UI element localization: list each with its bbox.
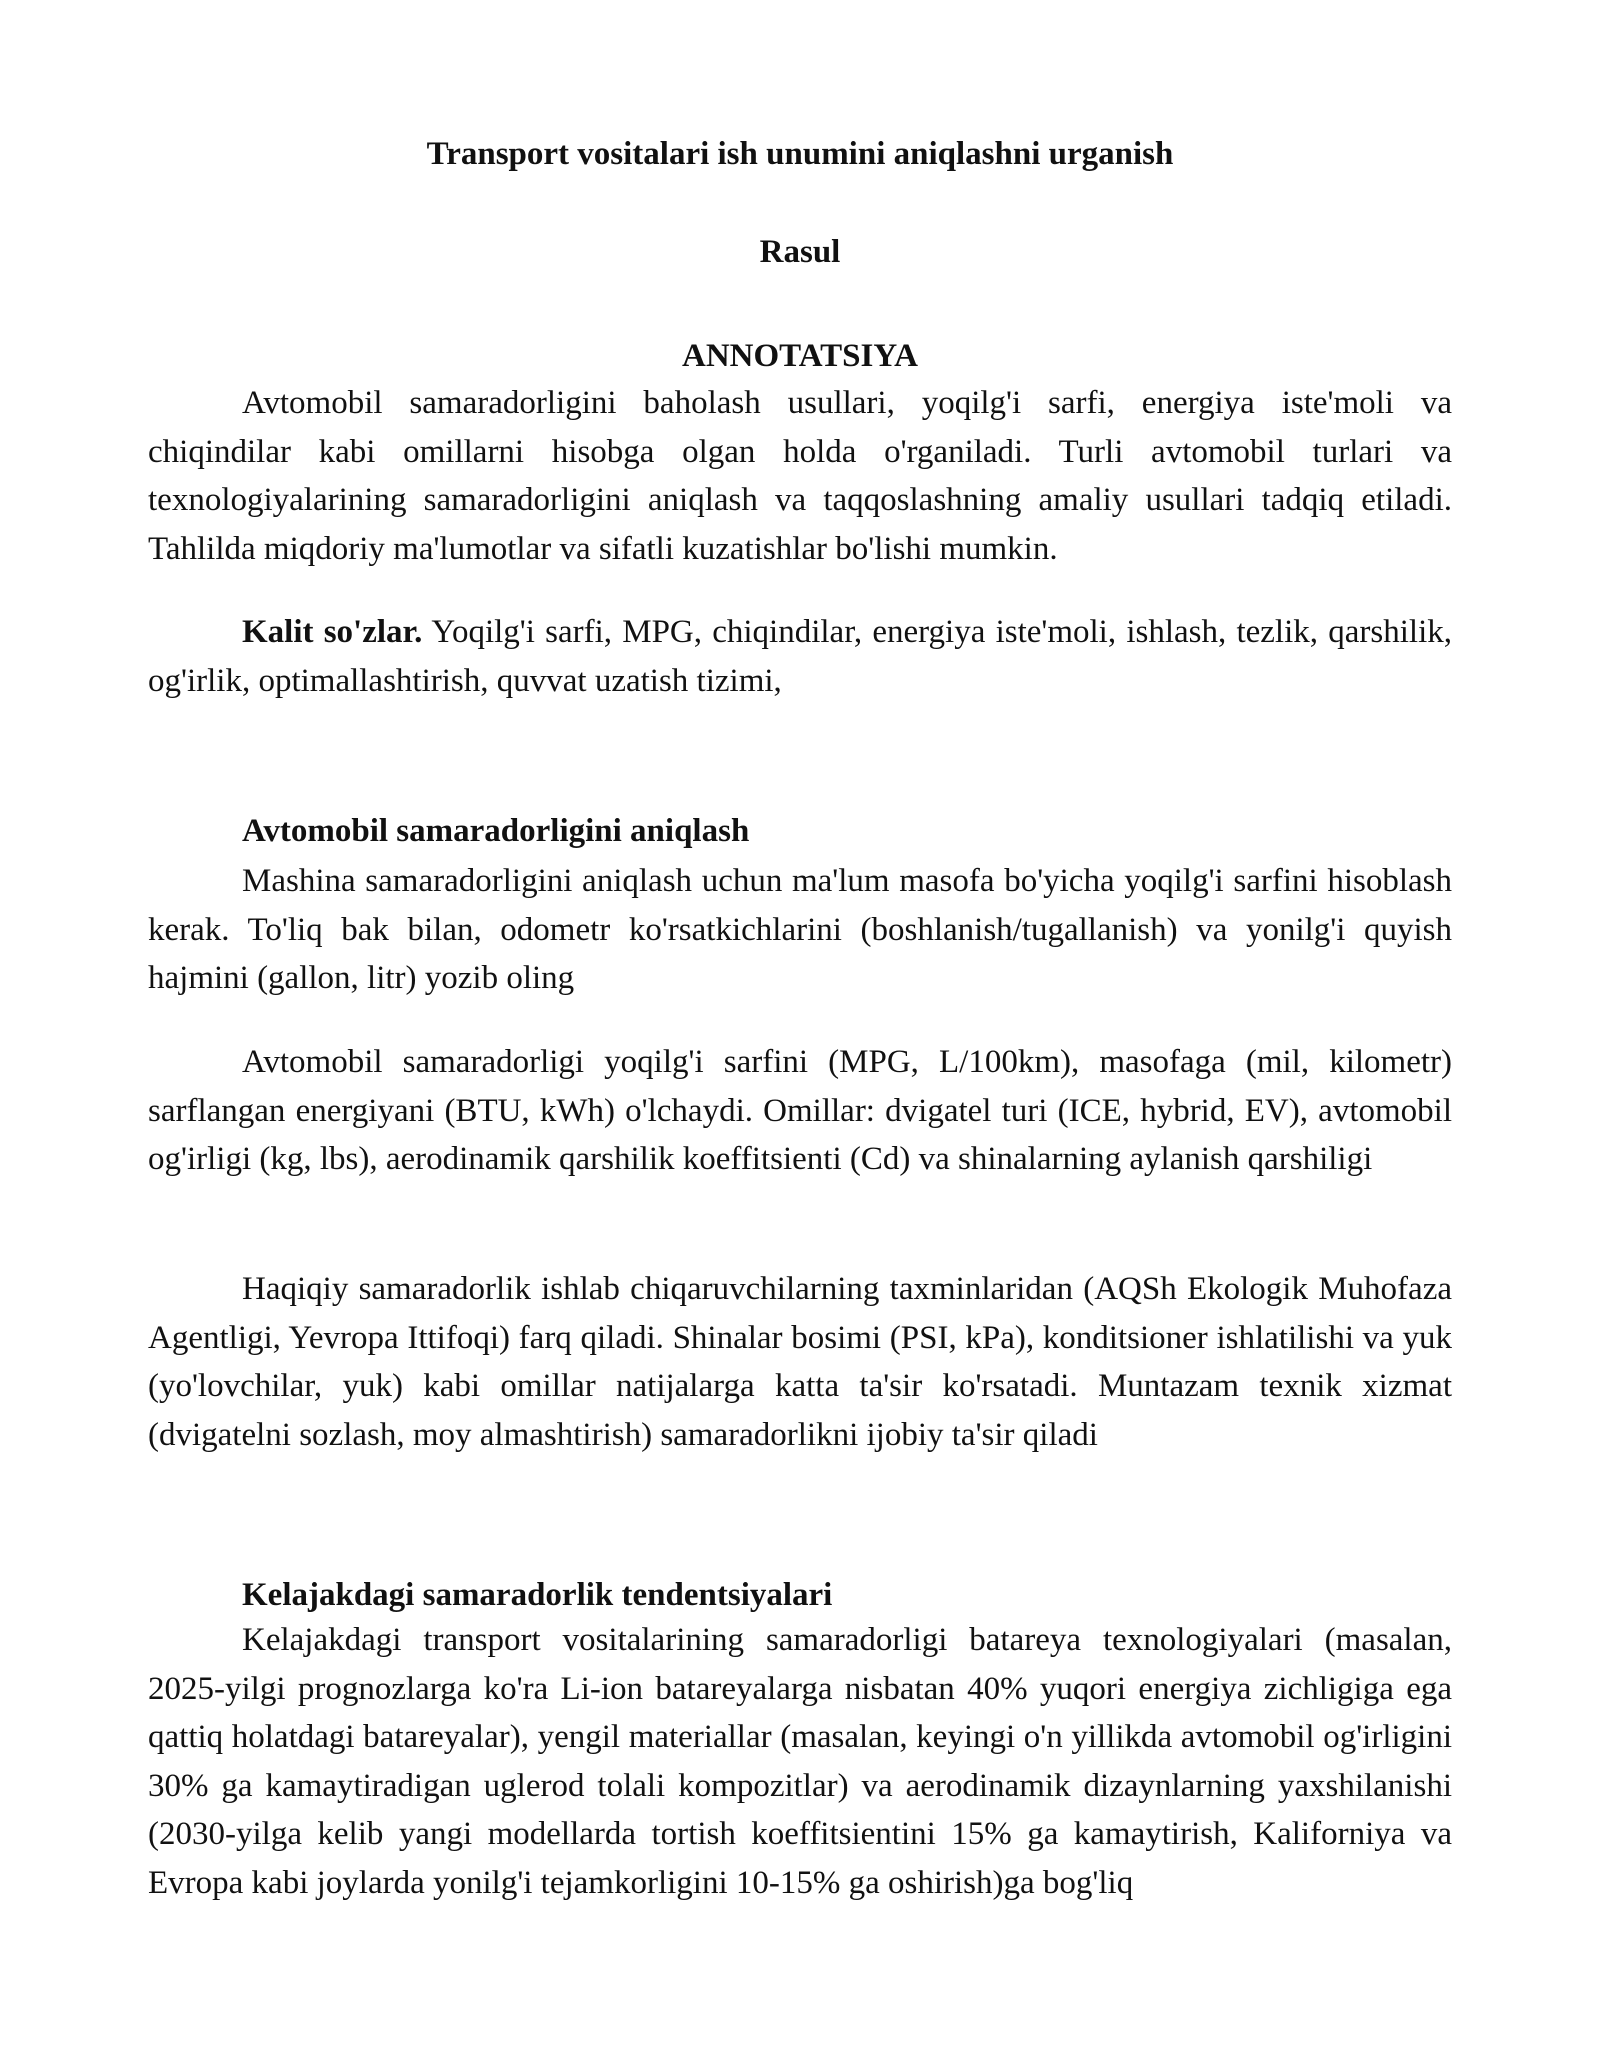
section-paragraph: Mashina samaradorligini aniqlash uchun ma'lum masofa bo'yicha yoqilg'i sarfini hisoblash kerak. To'liq bak bilan, odometr ko'rsatkichlarini (boshlanish/tugallanish) va yonilg'i quyish hajmini (gallon, litr) yozib oling [148, 863, 1452, 996]
section-heading: Avtomobil samaradorligini aniqlash [242, 813, 750, 849]
abstract-heading: ANNOTATSIYA [682, 338, 918, 374]
author-name: Rasul [759, 234, 841, 270]
keywords-list: Yoqilg'i sarfi, MPG, chiqindilar, energiya iste'moli, ishlash, tezlik, qarshilik, og'irlik, optimallashtirish, quvvat uzatish tizimi, [148, 614, 1452, 699]
document-title: Transport vositalari ish unumini aniqlashni urganish [426, 136, 1174, 172]
section-paragraph: Haqiqiy samaradorlik ishlab chiqaruvchilarning taxminlaridan (AQSh Ekologik Muhofaza Agentligi, Yevropa Ittifoqi) farq qiladi. Shinalar bosimi (PSI, kPa), konditsioner ishlatilishi va yuk (yo'lovchilar, yuk) kabi omillar natijalarga katta ta'sir ko'rsatadi. Muntazam texnik xizmat (dvigatelni sozlash, moy almashtirish) samaradorlikni ijobiy ta'sir qiladi [148, 1271, 1452, 1453]
keywords-paragraph [148, 608, 1452, 705]
section-paragraph: Kelajakdagi transport vositalarining samaradorligi batareya texnologiyalari (masalan, 2025-yilgi prognozlarga ko'ra Li-ion batareyalarga nisbatan 40% yuqori energiya zichligiga ega qattiq holatdagi batareyalar), yengil materiallar (masalan, keyingi o'n yillikda avtomobil og'irligini 30% ga kamaytiradigan uglerod tolali kompozitlar) va aerodinamik dizaynlarning yaxshilanishi (2030-yilga kelib yangi modellarda tortish koeffitsientini 15% ga kamaytirish, Kaliforniya va Evropa kabi joylarda yonilg'i tejamkorligini 10-15% ga oshirish)ga bog'liq [148, 1622, 1452, 1901]
abstract-paragraph: Avtomobil samaradorligini baholash usullari, yoqilg'i sarfi, energiya iste'moli va chiqindilar kabi omillarni hisobga olgan holda o'rganiladi. Turli avtomobil turlari va texnologiyalarining samaradorligini aniqlash va taqqoslashning amaliy usullari tadqiq etiladi. Tahlilda miqdoriy ma'lumotlar va sifatli kuzatishlar bo'lishi mumkin. [148, 385, 1452, 567]
document-page [148, 0, 1452, 2070]
section-heading: Kelajakdagi samaradorlik tendentsiyalari [242, 1577, 833, 1613]
keywords-label: Kalit so'zlar. [242, 614, 423, 650]
section-paragraph: Avtomobil samaradorligi yoqilg'i sarfini (MPG, L/100km), masofaga (mil, kilometr) sarflangan energiyani (BTU, kWh) o'lchaydi. Omillar: dvigatel turi (ICE, hybrid, EV), avtomobil og'irligi (kg, lbs), aerodinamik qarshilik koeffitsienti (Cd) va shinalarning aylanish qarshiligi [148, 1044, 1452, 1177]
